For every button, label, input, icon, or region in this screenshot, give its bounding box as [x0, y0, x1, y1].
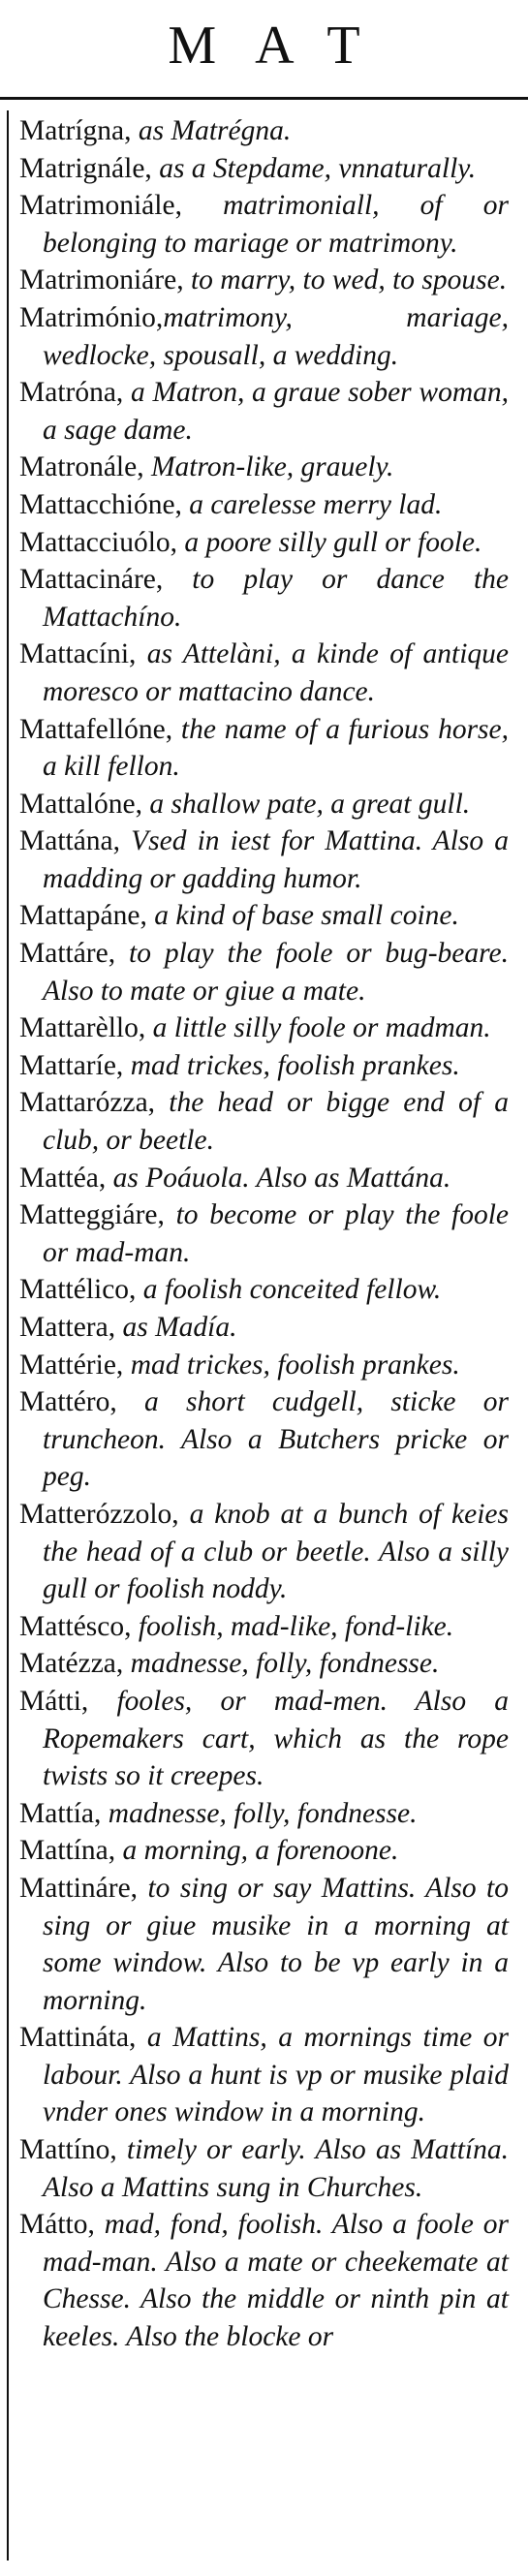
dictionary-entry [19, 1347, 509, 1384]
entry-headword: Matrígna, [19, 115, 132, 146]
entry-headword: Mattaríe, [19, 1049, 124, 1081]
entry-definition: the name of a furious horse, a kill fellon. [43, 713, 509, 783]
dictionary-entry [19, 187, 509, 262]
dictionary-entry [19, 524, 509, 562]
entry-definition: as Matrégna. [131, 115, 292, 146]
entry-headword: Mátto, [19, 2209, 95, 2241]
dictionary-entry [19, 1795, 509, 1833]
entry-definition: mad, fond, foolish. Also a foole or mad-man. Also a mate or cheekemate at Chesse. Also the middle or ninth pin at keeles. Also the blocke or [43, 2209, 509, 2353]
entry-headword: Mattarózza, [19, 1087, 156, 1119]
entry-definition: matrimoniall, of or belonging to mariage or matrimony. [43, 190, 509, 259]
dictionary-entry [19, 1870, 509, 2019]
entry-headword: Mattalóne, [19, 788, 142, 820]
dictionary-entry [19, 374, 509, 449]
entry-list [19, 112, 509, 2356]
entry-headword: Mattína, [19, 1835, 116, 1867]
page-header-title: MAT [168, 16, 399, 76]
entry-definition: a poore silly gull or foole. [177, 526, 482, 558]
dictionary-entry [19, 1196, 509, 1271]
entry-headword: Mattáre, [19, 938, 116, 970]
entry-definition: a Matron, a graue sober woman, a sage dame. [43, 377, 509, 446]
entry-definition: to sing or say Mattins. Also to sing or giue musike in a morning at some window. Also to be vp early in a morning. [43, 1872, 509, 2016]
dictionary-entry [19, 1084, 509, 1159]
entry-definition: a kind of base small coine. [146, 900, 459, 932]
entry-headword: Mattána, [19, 825, 121, 857]
entry-headword: Matrimoniále, [19, 190, 182, 222]
dictionary-entry [19, 150, 509, 188]
dictionary-entry [19, 822, 509, 897]
dictionary-entry [19, 1047, 509, 1085]
entry-headword: Mattélico, [19, 1274, 137, 1306]
dictionary-entry [19, 1009, 509, 1047]
entry-headword: Matrimónio, [19, 301, 164, 333]
entry-definition: a short cudgell, sticke or truncheon. Also a Butchers pricke or peg. [43, 1386, 509, 1493]
dictionary-entry [19, 561, 509, 636]
dictionary-entry [19, 636, 509, 710]
entry-definition: as a Stepdame, vnnaturally. [151, 152, 477, 184]
entry-definition: Matron-like, grauely. [143, 451, 394, 483]
entry-headword: Mattapáne, [19, 900, 147, 932]
dictionary-entry [19, 1683, 509, 1795]
entry-headword: Mattacináre, [19, 564, 164, 596]
entry-headword: Matterózzolo, [19, 1498, 179, 1530]
entry-headword: Matteggiáre, [19, 1199, 165, 1231]
dictionary-entry [19, 262, 509, 299]
entry-headword: Matézza, [19, 1648, 124, 1680]
entry-definition: a Mattins, a mornings time or labour. Also a hunt is vp or musike plaid vnder ones window in a morning. [43, 2022, 509, 2128]
entry-headword: Mattináta, [19, 2022, 137, 2054]
entry-definition: fooles, or mad-men. Also a Ropemakers cart, which as the rope twists so it creepes. [43, 1685, 509, 1792]
entry-definition: a little silly foole or madman. [145, 1012, 491, 1044]
dictionary-entry [19, 1160, 509, 1197]
entry-definition: to play the foole or bug-beare. Also to mate or giue a mate. [43, 938, 509, 1007]
dictionary-entry [19, 897, 509, 935]
entry-definition: to become or play the foole or mad-man. [43, 1199, 509, 1268]
dictionary-entry [19, 1496, 509, 1608]
entry-headword: Mattarèllo, [19, 1012, 146, 1044]
column-rule [7, 110, 9, 2560]
entry-definition: to marry, to wed, to spouse. [183, 264, 508, 296]
entry-definition: a shallow pate, a great gull. [141, 788, 471, 820]
entry-definition: foolish, mad-like, fond-like. [131, 1610, 454, 1642]
entry-headword: Mattérie, [19, 1349, 124, 1381]
dictionary-entry [19, 935, 509, 1009]
entry-headword: Mátti, [19, 1685, 89, 1717]
entry-headword: Mattacchióne, [19, 488, 182, 520]
dictionary-entry [19, 786, 509, 823]
entry-definition: a knob at a bunch of keies the head of a club or beetle. Also a silly gull or foolish noddy. [43, 1498, 509, 1605]
entry-definition: to play or dance the Mattachíno. [43, 564, 509, 633]
entry-definition: timely or early. Also as Mattína. Also a Mattins sung in Churches. [43, 2134, 509, 2203]
entry-definition: as Attelàni, a kinde of antique moresco or mattacino dance. [43, 638, 509, 707]
header-rule [0, 97, 528, 100]
dictionary-entry [19, 299, 509, 374]
dictionary-entry [19, 2206, 509, 2355]
entry-headword: Matronále, [19, 451, 144, 483]
entry-headword: Matróna, [19, 377, 124, 409]
entry-definition: a carelesse merry lad. [181, 488, 443, 520]
entry-definition: a foolish conceited fellow. [136, 1274, 442, 1306]
entry-headword: Mattacciuólo, [19, 526, 178, 558]
entry-headword: Mattíno, [19, 2134, 117, 2166]
dictionary-entry [19, 2019, 509, 2131]
entry-definition: Vsed in iest for Mattina. Also a madding or gadding humor. [43, 825, 509, 894]
dictionary-entry [19, 1271, 509, 1309]
entry-headword: Mattera, [19, 1312, 116, 1343]
entry-headword: Mattéa, [19, 1162, 107, 1194]
entry-headword: Mattináre, [19, 1872, 139, 1904]
entry-definition: madnesse, folly, fondnesse. [101, 1797, 418, 1829]
entry-headword: Matrignále, [19, 152, 152, 184]
dictionary-entry [19, 711, 509, 786]
dictionary-entry [19, 1309, 509, 1347]
entry-definition: as Poáuola. Also as Mattána. [106, 1162, 451, 1194]
entry-headword: Mattía, [19, 1797, 102, 1829]
dictionary-entry [19, 486, 509, 524]
entry-definition: mad trickes, foolish prankes. [123, 1049, 460, 1081]
entry-headword: Mattésco, [19, 1610, 132, 1642]
entry-definition: as Madía. [115, 1312, 237, 1343]
dictionary-entry [19, 1383, 509, 1496]
dictionary-entry [19, 2131, 509, 2206]
entry-definition: a morning, a forenoone. [115, 1835, 399, 1867]
entry-definition: the head or bigge end of a club, or beetle. [43, 1087, 509, 1157]
dictionary-entry [19, 1608, 509, 1646]
entry-headword: Mattafellóne, [19, 713, 173, 745]
entry-headword: Mattéro, [19, 1386, 117, 1418]
dictionary-entry [19, 1645, 509, 1683]
dictionary-entry [19, 1832, 509, 1870]
entry-definition: mad trickes, foolish prankes. [123, 1349, 460, 1381]
entry-definition: matrimony, mariage, wedlocke, spousall, a wedding. [43, 301, 509, 371]
entry-definition: madnesse, folly, fondnesse. [123, 1648, 440, 1680]
entry-headword: Matrimoniáre, [19, 264, 184, 296]
dictionary-entry [19, 112, 509, 150]
entry-headword: Mattacíni, [19, 638, 137, 670]
dictionary-entry [19, 449, 509, 486]
